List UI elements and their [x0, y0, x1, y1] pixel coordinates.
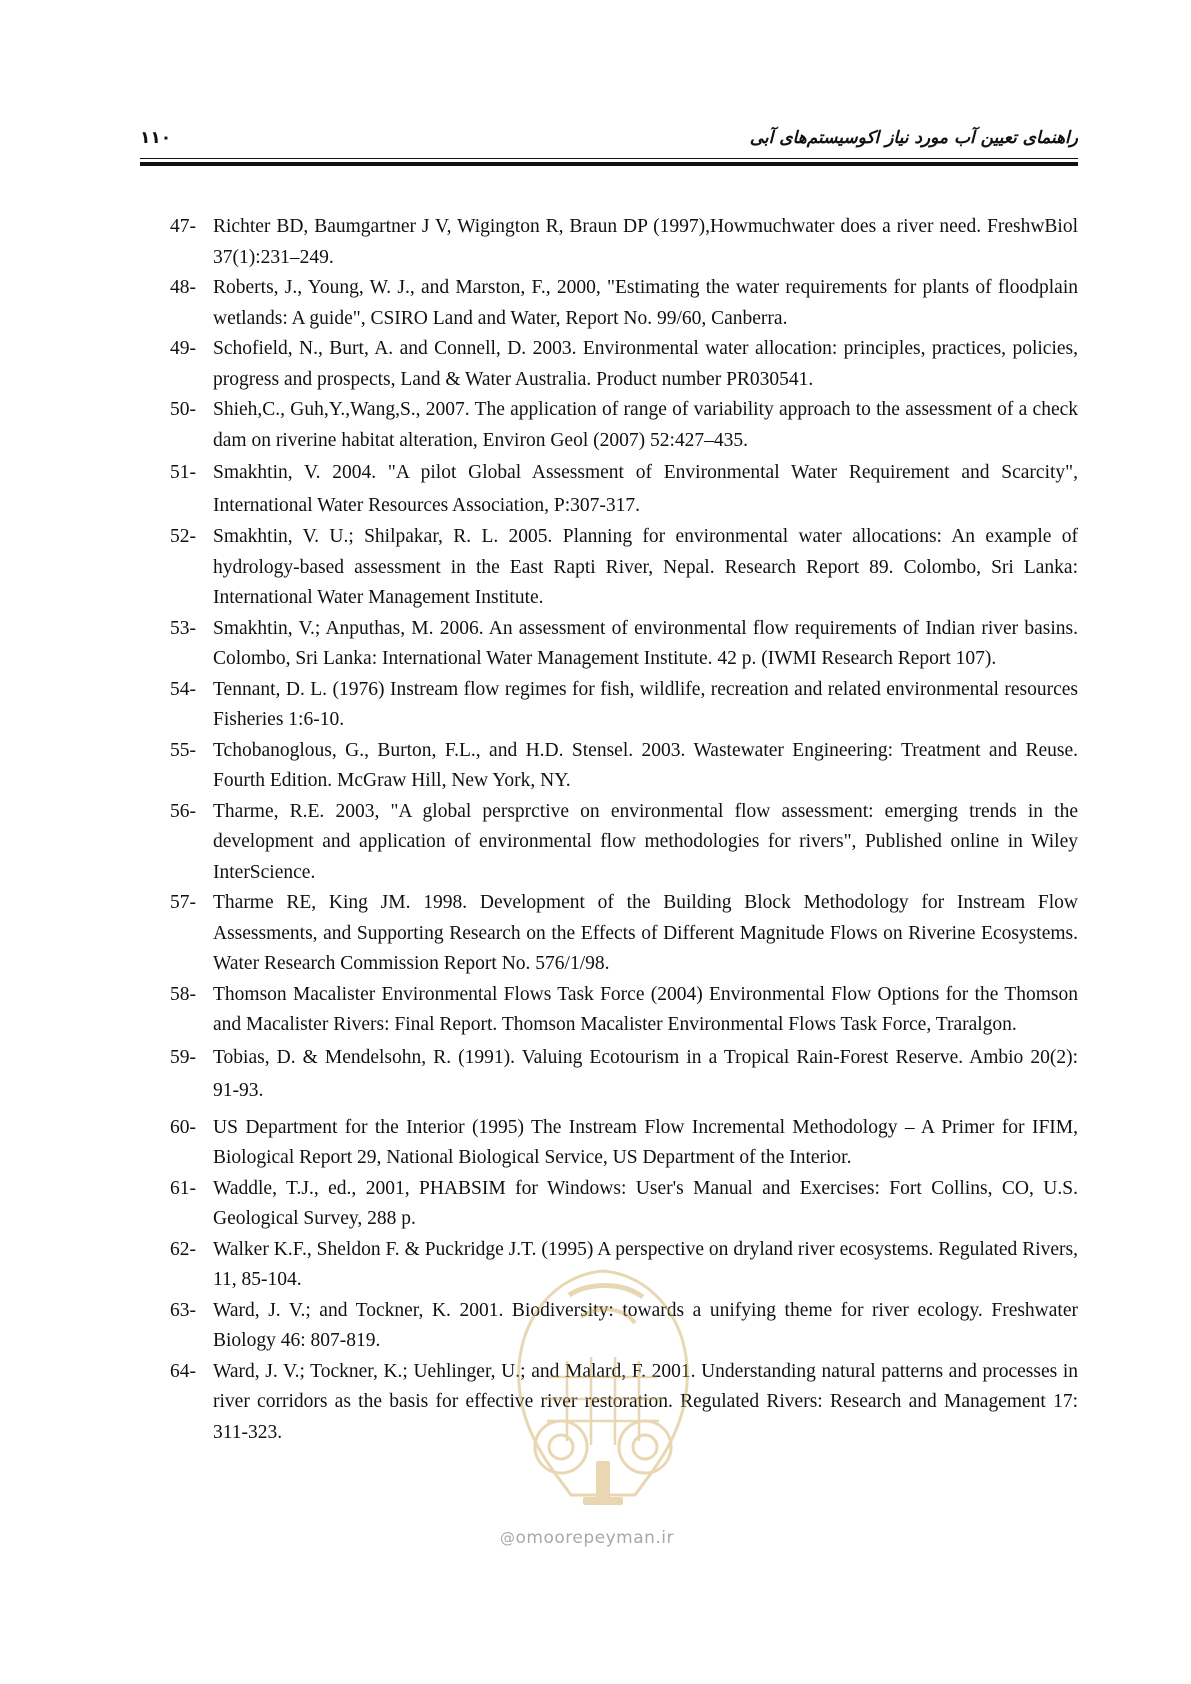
reference-item — [170, 456, 1078, 522]
reference-number: 56- — [170, 800, 196, 822]
watermark-url: @omoorepeyman.ir — [500, 1528, 675, 1548]
reference-item — [170, 1296, 1078, 1357]
reference-number: 55- — [170, 739, 196, 761]
reference-text: Ward, J. V.; Tockner, K.; Uehlinger, U.; and Malard, F. 2001. Understanding natural patterns and processes in river corridors as the basis for effective river restoration. Regulated Rivers: Research and Management 17: 311-323. — [213, 1360, 1078, 1443]
reference-item — [170, 1174, 1078, 1235]
reference-number: 52- — [170, 526, 196, 547]
reference-number: 62- — [170, 1238, 196, 1260]
page-number: ۱۱۰ — [140, 128, 172, 148]
reference-item — [170, 273, 1078, 334]
reference-number: 54- — [170, 678, 196, 700]
header-rule-thick — [140, 162, 1078, 166]
reference-item — [170, 522, 1078, 614]
reference-item — [170, 212, 1078, 273]
reference-item — [170, 395, 1078, 456]
reference-item — [170, 888, 1078, 980]
header-rule-thin — [140, 158, 1078, 159]
reference-number: 48- — [170, 277, 196, 298]
reference-item — [170, 1113, 1078, 1174]
reference-number: 61- — [170, 1177, 196, 1199]
reference-text: Walker K.F., Sheldon F. & Puckridge J.T. (1995) A perspective on dryland river ecosystems. Regulated Rivers, 11, 85-104. — [213, 1238, 1078, 1290]
reference-list — [170, 212, 1078, 1448]
reference-text: Ward, J. V.; and Tockner, K. 2001. Biodiversity: towards a unifying theme for river ecology. Freshwater Biology 46: 807-819. — [213, 1299, 1078, 1351]
reference-item — [170, 334, 1078, 395]
reference-text: Waddle, T.J., ed., 2001, PHABSIM for Windows: User's Manual and Exercises: Fort Collins, CO, U.S. Geological Survey, 288 p. — [213, 1177, 1078, 1229]
reference-text: Tchobanoglous, G., Burton, F.L., and H.D. Stensel. 2003. Wastewater Engineering: Treatment and Reuse. Fourth Edition. McGraw Hill, New York, NY. — [213, 739, 1078, 791]
at-sign-icon: @ — [500, 1529, 516, 1547]
reference-number: 53- — [170, 617, 196, 639]
reference-text: Shieh,C., Guh,Y.,Wang,S., 2007. The application of range of variability approach to the assessment of a check dam on riverine habitat alteration, Environ Geol (2007) 52:427–435. — [213, 399, 1078, 451]
reference-text: US Department for the Interior (1995) The Instream Flow Incremental Methodology – A Primer for IFIM, Biological Report 29, National Biological Service, US Department of the Interior. — [213, 1116, 1078, 1168]
reference-text: Schofield, N., Burt, A. and Connell, D. 2003. Environmental water allocation: principles, practices, policies, progress and prospects, Land & Water Australia. Product number PR030541. — [213, 338, 1078, 390]
reference-item — [170, 1041, 1078, 1107]
reference-text: Smakhtin, V. 2004. "A pilot Global Assessment of Environmental Water Requirement and Scarcity", International Water Resources Association, P:307-317. — [213, 462, 1078, 516]
reference-item — [170, 797, 1078, 889]
reference-item — [170, 736, 1078, 797]
reference-number: 57- — [170, 892, 196, 913]
reference-number: 50- — [170, 399, 196, 420]
reference-item — [170, 675, 1078, 736]
reference-item — [170, 980, 1078, 1041]
reference-number: 47- — [170, 216, 196, 237]
reference-item — [170, 614, 1078, 675]
reference-text: Tharme RE, King JM. 1998. Development of the Building Block Methodology for Instream Flow Assessments, and Supporting Research on the Effects of Different Magnitude Flows on Riverine Ecosystems. Water Research Commission Report No. 576/1/98. — [213, 892, 1078, 974]
reference-text: Tobias, D. & Mendelsohn, R. (1991). Valuing Ecotourism in a Tropical Rain-Forest Reserve. Ambio 20(2): 91-93. — [213, 1046, 1078, 1101]
running-title: راهنمای تعیین آب مورد نیاز اکوسیستم‌های آبی — [749, 128, 1078, 148]
reference-number: 49- — [170, 338, 196, 359]
reference-text: Tennant, D. L. (1976) Instream flow regimes for fish, wildlife, recreation and related environmental resources Fisheries 1:6-10. — [213, 678, 1078, 730]
reference-text: Richter BD, Baumgartner J V, Wigington R, Braun DP (1997),Howmuchwater does a river need. FreshwBiol 37(1):231–249. — [213, 216, 1078, 268]
reference-text: Thomson Macalister Environmental Flows Task Force (2004) Environmental Flow Options for the Thomson and Macalister Rivers: Final Report. Thomson Macalister Environmental Flows Task Force, Traralgon. — [213, 983, 1078, 1035]
reference-number: 64- — [170, 1360, 196, 1382]
reference-number: 51- — [170, 462, 196, 483]
reference-text: Smakhtin, V.; Anputhas, M. 2006. An assessment of environmental flow requirements of Indian river basins. Colombo, Sri Lanka: International Water Management Institute. 42 p. (IWMI Research Report 107). — [213, 617, 1078, 669]
reference-text: Tharme, R.E. 2003, "A global persprctive on environmental flow assessment: emerging trends in the development and application of environmental flow methodologies for rivers", Published online in Wiley InterScience. — [213, 800, 1078, 883]
reference-number: 59- — [170, 1046, 196, 1068]
reference-text: Roberts, J., Young, W. J., and Marston, F., 2000, "Estimating the water requirements for plants of floodplain wetlands: A guide", CSIRO Land and Water, Report No. 99/60, Canberra. — [213, 277, 1078, 329]
reference-number: 60- — [170, 1116, 196, 1138]
reference-item — [170, 1357, 1078, 1449]
reference-number: 63- — [170, 1299, 196, 1321]
reference-text: Smakhtin, V. U.; Shilpakar, R. L. 2005. Planning for environmental water allocations: An example of hydrology-based assessment in the East Rapti River, Nepal. Research Report 89. Colombo, Sri Lanka: International Water Management Institute. — [213, 526, 1078, 608]
reference-number: 58- — [170, 983, 196, 1005]
reference-item — [170, 1235, 1078, 1296]
page-header — [140, 128, 1078, 158]
